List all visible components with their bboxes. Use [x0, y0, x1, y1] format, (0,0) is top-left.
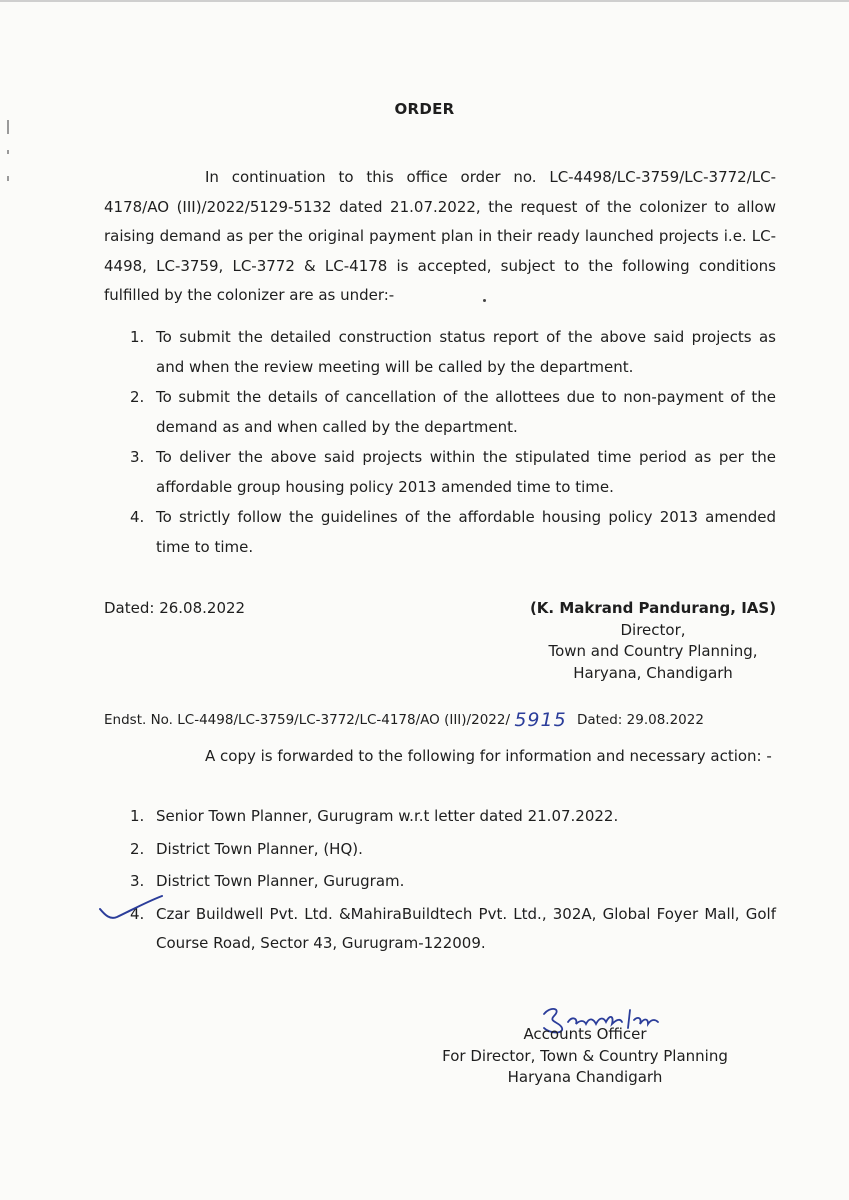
intro-text: In continuation to this office order no. LC-4498/LC-3759/LC-3772/LC-4178/AO (III)/2022/5129-5132 dated 21.07.2022, the request of the colonizer to allow raising demand as per the original payment plan in their ready launched projects i.e. LC-4498, LC-3759, LC-3772 & LC-4178 is accepted, subject to the following conditions fulfilled by the colonizer are as under:-	[104, 168, 776, 304]
conditions-list	[104, 323, 776, 563]
condition-item: 3. To deliver the above said projects within the stipulated time period as per the affordable group housing policy 2013 amended time to time.	[130, 448, 776, 496]
accounts-officer-title: Accounts Officer	[523, 1025, 647, 1043]
intro-paragraph	[104, 163, 776, 311]
endorsement-number: Endst. No. LC-4498/LC-3759/LC-3772/LC-4178/AO (III)/2022/	[104, 712, 511, 728]
signatory-name: (K. Makrand Pandurang, IAS)	[529, 599, 777, 617]
handwritten-tick-mark	[96, 893, 168, 923]
recipient-item: 4. Czar Buildwell Pvt. Ltd. &MahiraBuildtech Pvt. Ltd., 302A, Global Foyer Mall, Golf Course Road, Sector 43, Gurugram-122009.	[130, 904, 776, 952]
forward-paragraph	[104, 744, 776, 768]
condition-item: 2. To submit the details of cancellation of the allottees due to non-payment of the demand as and when called by the department.	[130, 388, 776, 436]
accounts-officer-block	[432, 1024, 738, 1089]
order-heading: ORDER	[394, 100, 455, 118]
signatory-place: Haryana, Chandigarh	[573, 663, 733, 682]
condition-item: 4. To strictly follow the guidelines of the affordable housing policy 2013 amended time to time.	[130, 508, 776, 556]
forward-text: A copy is forwarded to the following for information and necessary action: -	[205, 747, 772, 765]
recipient-item: 1. Senior Town Planner, Gurugram w.r.t letter dated 21.07.2022.	[130, 807, 619, 825]
director-signature-block	[528, 598, 778, 684]
signatory-designation: Director,	[620, 620, 686, 639]
signatory-office: Town and Country Planning,	[548, 642, 758, 660]
recipients-list	[104, 802, 776, 961]
accounts-place: Haryana Chandigarh	[507, 1068, 663, 1086]
recipient-item: 2. District Town Planner, (HQ).	[130, 839, 363, 858]
handwritten-dispatch-number: 5915	[514, 709, 567, 731]
accounts-for-line: For Director, Town & Country Planning	[442, 1046, 728, 1065]
recipient-item: 3. District Town Planner, Gurugram.	[130, 872, 405, 890]
order-date: Dated: 26.08.2022	[104, 599, 246, 617]
scan-edge	[0, 0, 849, 2]
endorsement-date: Dated: 29.08.2022	[576, 712, 704, 728]
endorsement-line	[104, 707, 776, 729]
condition-item: 1. To submit the detailed construction status report of the above said projects as and when the review meeting will be called by the department.	[130, 328, 776, 376]
